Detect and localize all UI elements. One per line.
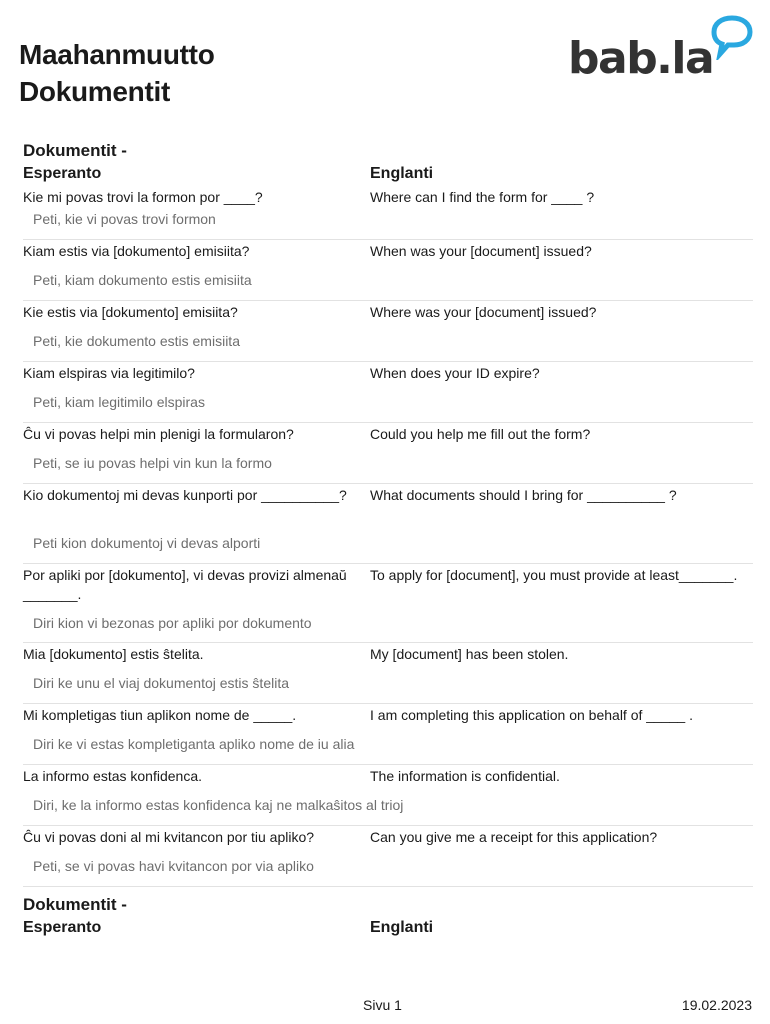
section-header-2 (23, 893, 753, 941)
phrase-target: The information is confidential. (370, 768, 560, 784)
logo-text: bab.la (568, 33, 714, 84)
title-line-1: Maahanmuutto (19, 39, 215, 70)
phrase-source: Kio dokumentoj mi devas kunporti por __________? (23, 487, 347, 503)
phrase-source: Ĉu vi povas doni al mi kvitancon por tiu apliko? (23, 829, 315, 845)
phrase-row (23, 826, 753, 887)
phrase-target: Where can I find the form for ____ ? (370, 189, 595, 205)
phrase-explanation: Peti, se vi povas havi kvitancon por via apliko (33, 858, 314, 874)
page-number: Sivu 1 (363, 997, 402, 1013)
phrase-source: Mia [dokumento] estis ŝtelita. (23, 646, 204, 662)
phrase-source: Por apliki por [dokumento], vi devas provizi almenaŭ _______. (23, 567, 347, 602)
phrase-row (23, 301, 753, 362)
phrase-target: When was your [document] issued? (370, 243, 592, 259)
phrase-source: Kie estis via [dokumento] emisiita? (23, 304, 238, 320)
phrase-row (23, 484, 753, 564)
phrase-row (23, 362, 753, 423)
phrase-source: Kiam estis via [dokumento] emisiita? (23, 243, 250, 259)
phrase-row (23, 704, 753, 765)
phrase-row (23, 643, 753, 704)
phrase-explanation: Diri ke unu el viaj dokumentoj estis ŝtelita (33, 675, 290, 691)
phrase-source: Kiam elspiras via legitimilo? (23, 365, 195, 381)
phrase-target: To apply for [document], you must provide at least_______. (370, 567, 738, 583)
phrase-explanation: Peti, kiam dokumento estis emisiita (33, 272, 252, 288)
babla-logo[interactable] (566, 14, 756, 84)
phrase-target: Could you help me fill out the form? (370, 426, 591, 442)
phrase-target: Where was your [document] issued? (370, 304, 597, 320)
section-title: Dokumentit - (23, 895, 127, 914)
phrase-row (23, 186, 753, 240)
phrase-source: Mi kompletigas tiun aplikon nome de _____. (23, 707, 297, 723)
phrase-source: Kie mi povas trovi la formon por ____? (23, 189, 263, 205)
column-header-target: Englanti (370, 165, 434, 182)
phrase-explanation: Diri, ke la informo estas konfidenca kaj ne malkaŝitos al trioj (33, 797, 404, 813)
phrase-row (23, 240, 753, 301)
phrase-source: La informo estas konfidenca. (23, 768, 202, 784)
phrase-explanation: Diri kion vi bezonas por apliki por dokumento (33, 615, 312, 631)
footer-date: 19.02.2023 (681, 997, 752, 1013)
phrase-target: My [document] has been stolen. (370, 646, 569, 662)
phrase-explanation: Peti, kie dokumento estis emisiita (33, 333, 240, 349)
phrase-row (23, 423, 753, 484)
phrase-target: Can you give me a receipt for this application? (370, 829, 658, 845)
phrase-explanation: Peti, kiam legitimilo elspiras (33, 394, 205, 410)
phrase-target: I am completing this application on behalf of _____ . (370, 707, 693, 723)
phrase-explanation: Peti kion dokumentoj vi devas alporti (33, 535, 261, 551)
phrase-explanation: Peti, kie vi povas trovi formon (33, 211, 216, 227)
section-title: Dokumentit - (23, 141, 127, 160)
title-line-2: Dokumentit (19, 76, 171, 107)
section-header-1 (23, 139, 753, 187)
phrase-target: What documents should I bring for __________ ? (370, 487, 677, 503)
phrase-target: When does your ID expire? (370, 365, 540, 381)
phrase-list (23, 186, 753, 887)
phrase-explanation: Diri ke vi estas kompletiganta apliko nome de iu alia (33, 736, 355, 752)
phrase-source: Ĉu vi povas helpi min plenigi la formularon? (23, 426, 294, 442)
phrase-row (23, 564, 753, 643)
phrase-explanation: Peti, se iu povas helpi vin kun la formo (33, 455, 272, 471)
speech-bubble-icon (710, 14, 754, 60)
phrase-row (23, 765, 753, 826)
column-header-target: Englanti (370, 919, 434, 936)
column-header-source: Esperanto (23, 919, 102, 936)
document-title (19, 36, 215, 110)
column-header-source: Esperanto (23, 165, 102, 182)
